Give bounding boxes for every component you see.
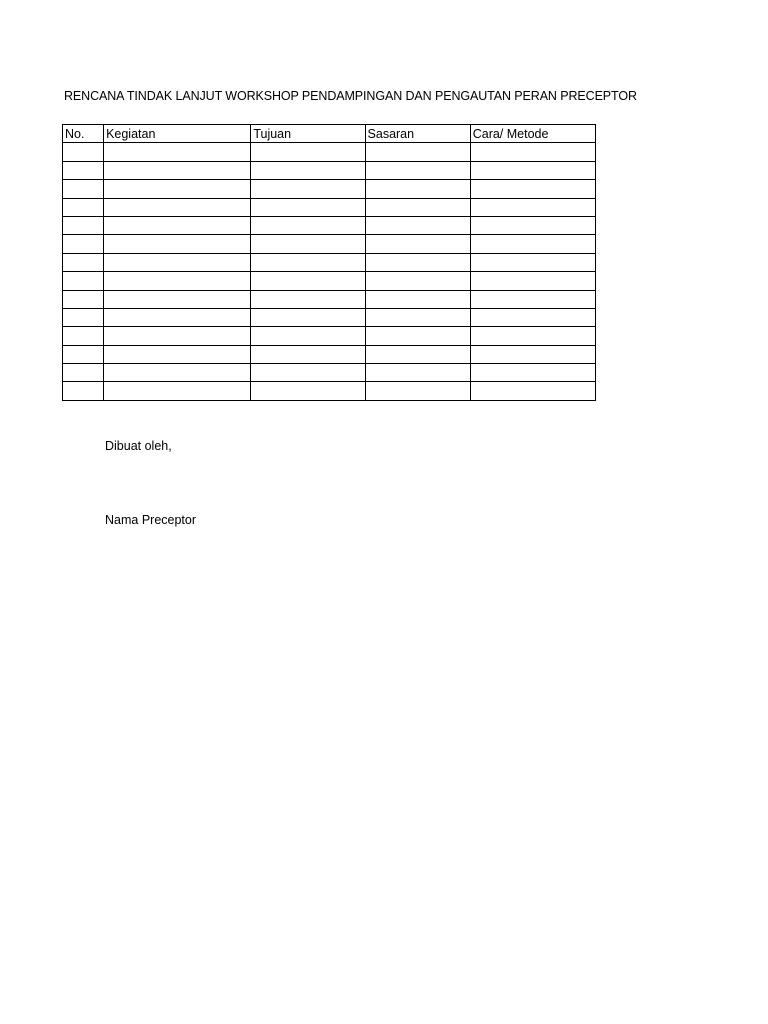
cell-tujuan (251, 382, 365, 400)
table-row (63, 216, 596, 234)
cell-cara-metode (470, 143, 595, 161)
cell-no (63, 272, 104, 290)
cell-cara-metode (470, 216, 595, 234)
table-row (63, 180, 596, 198)
table-row (63, 198, 596, 216)
preceptor-name-label: Nama Preceptor (105, 513, 197, 527)
table-row (63, 272, 596, 290)
cell-sasaran (365, 235, 470, 253)
cell-no (63, 216, 104, 234)
cell-sasaran (365, 364, 470, 382)
cell-no (63, 382, 104, 400)
cell-sasaran (365, 216, 470, 234)
table-row (63, 143, 596, 161)
table-row (63, 327, 596, 345)
cell-tujuan (251, 364, 365, 382)
cell-cara-metode (470, 364, 595, 382)
cell-tujuan (251, 308, 365, 326)
cell-cara-metode (470, 180, 595, 198)
cell-cara-metode (470, 327, 595, 345)
header-no: No. (63, 125, 104, 143)
cell-sasaran (365, 382, 470, 400)
header-kegiatan: Kegiatan (104, 125, 251, 143)
cell-no (63, 327, 104, 345)
cell-no (63, 143, 104, 161)
header-cara-metode: Cara/ Metode (470, 125, 595, 143)
header-sasaran: Sasaran (365, 125, 470, 143)
cell-sasaran (365, 161, 470, 179)
action-plan-table (62, 124, 596, 401)
cell-kegiatan (104, 290, 251, 308)
cell-tujuan (251, 345, 365, 363)
table-row (63, 290, 596, 308)
cell-no (63, 180, 104, 198)
cell-tujuan (251, 198, 365, 216)
cell-kegiatan (104, 382, 251, 400)
table-header-row (63, 125, 596, 143)
cell-cara-metode (470, 308, 595, 326)
cell-no (63, 253, 104, 271)
cell-tujuan (251, 216, 365, 234)
cell-no (63, 308, 104, 326)
cell-kegiatan (104, 308, 251, 326)
table-row (63, 345, 596, 363)
cell-no (63, 345, 104, 363)
cell-kegiatan (104, 198, 251, 216)
cell-cara-metode (470, 161, 595, 179)
cell-kegiatan (104, 143, 251, 161)
table-row (63, 308, 596, 326)
header-tujuan: Tujuan (251, 125, 365, 143)
cell-cara-metode (470, 253, 595, 271)
table-row (63, 235, 596, 253)
made-by-label: Dibuat oleh, (105, 439, 172, 453)
cell-tujuan (251, 253, 365, 271)
cell-sasaran (365, 198, 470, 216)
cell-tujuan (251, 161, 365, 179)
cell-cara-metode (470, 290, 595, 308)
cell-cara-metode (470, 382, 595, 400)
cell-cara-metode (470, 345, 595, 363)
cell-no (63, 161, 104, 179)
cell-tujuan (251, 290, 365, 308)
cell-sasaran (365, 253, 470, 271)
cell-tujuan (251, 235, 365, 253)
table-row (63, 253, 596, 271)
cell-cara-metode (470, 235, 595, 253)
cell-tujuan (251, 143, 365, 161)
table-row (63, 364, 596, 382)
cell-kegiatan (104, 253, 251, 271)
cell-cara-metode (470, 272, 595, 290)
cell-tujuan (251, 327, 365, 345)
cell-no (63, 290, 104, 308)
cell-sasaran (365, 327, 470, 345)
table-body (63, 143, 596, 400)
cell-sasaran (365, 308, 470, 326)
cell-sasaran (365, 143, 470, 161)
cell-kegiatan (104, 180, 251, 198)
cell-no (63, 364, 104, 382)
cell-kegiatan (104, 272, 251, 290)
table-row (63, 382, 596, 400)
cell-no (63, 235, 104, 253)
cell-kegiatan (104, 345, 251, 363)
cell-kegiatan (104, 364, 251, 382)
cell-sasaran (365, 180, 470, 198)
cell-sasaran (365, 272, 470, 290)
document-title: RENCANA TINDAK LANJUT WORKSHOP PENDAMPINGAN DAN PENGAUTAN PERAN PRECEPTOR (64, 89, 637, 103)
cell-cara-metode (470, 198, 595, 216)
cell-no (63, 198, 104, 216)
cell-kegiatan (104, 327, 251, 345)
cell-kegiatan (104, 161, 251, 179)
cell-tujuan (251, 180, 365, 198)
cell-tujuan (251, 272, 365, 290)
cell-sasaran (365, 345, 470, 363)
cell-kegiatan (104, 216, 251, 234)
cell-sasaran (365, 290, 470, 308)
table-row (63, 161, 596, 179)
cell-kegiatan (104, 235, 251, 253)
